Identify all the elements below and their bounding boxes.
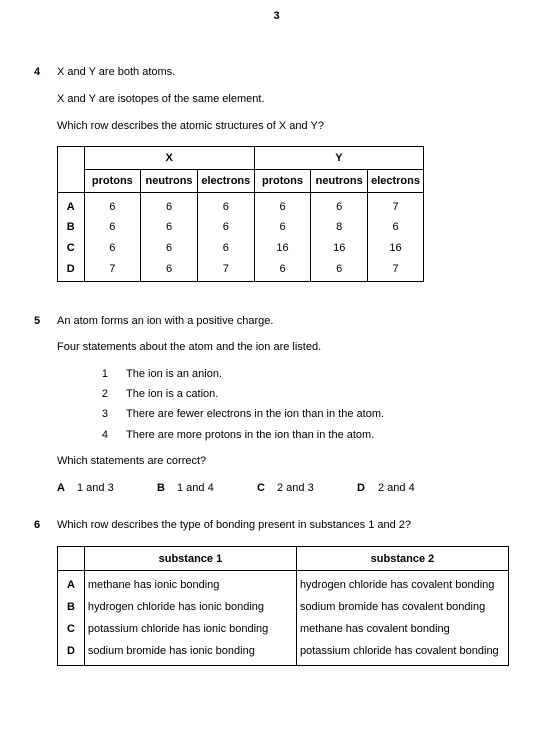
table-cell: 16 — [254, 237, 311, 258]
row-letter: D — [58, 640, 85, 666]
option-d-letter[interactable]: D — [357, 482, 365, 494]
option-a-letter[interactable]: A — [57, 482, 65, 494]
row-letter: B — [58, 216, 85, 237]
page-number: 3 — [273, 10, 280, 22]
table-cell: 6 — [141, 258, 198, 282]
question-4-number: 4 — [34, 66, 41, 78]
table-cell: methane has ionic bonding — [84, 571, 296, 597]
table-row — [58, 596, 509, 618]
table-cell: 6 — [311, 258, 368, 282]
table-row — [58, 640, 509, 666]
option-b-letter[interactable]: B — [157, 482, 165, 494]
option-a-text: 1 and 3 — [77, 482, 114, 494]
table-cell: potassium chloride has covalent bonding — [296, 640, 508, 666]
question-6-number: 6 — [34, 519, 41, 531]
row-letter: C — [58, 237, 85, 258]
option-b-text: 1 and 4 — [177, 482, 214, 494]
table-cell: sodium bromide has ionic bonding — [84, 640, 296, 666]
column-header: electrons — [197, 170, 254, 193]
bonding-table — [57, 546, 509, 666]
statement-text: The ion is an anion. — [126, 368, 223, 380]
option-d-text: 2 and 4 — [378, 482, 415, 494]
row-letter: D — [58, 258, 85, 282]
table-cell: 6 — [141, 216, 198, 237]
option-c-text: 2 and 3 — [277, 482, 314, 494]
column-header: electrons — [368, 170, 424, 193]
question-6-prompt: Which row describes the type of bonding present in substances 1 and 2? — [57, 519, 412, 531]
table-cell: methane has covalent bonding — [296, 618, 508, 640]
table-cell: 6 — [254, 258, 311, 282]
table-cell: 6 — [141, 237, 198, 258]
column-header: neutrons — [141, 170, 198, 193]
statement-number: 1 — [101, 368, 108, 380]
table-corner-cell — [58, 547, 85, 571]
statement-text: There are more protons in the ion than in the atom. — [126, 429, 375, 441]
table-cell: hydrogen chloride has covalent bonding — [296, 571, 508, 597]
column-header: neutrons — [311, 170, 368, 193]
statement-number: 2 — [101, 388, 108, 400]
question-5-number: 5 — [34, 315, 41, 327]
column-header-substance-2: substance 2 — [296, 547, 508, 571]
question-5-line1: An atom forms an ion with a positive charge. — [57, 315, 274, 327]
group-header-y: Y — [254, 147, 423, 170]
table-cell: 6 — [254, 216, 311, 237]
table-cell: 7 — [84, 258, 141, 282]
table-cell: potassium chloride has ionic bonding — [84, 618, 296, 640]
row-letter: A — [58, 571, 85, 597]
table-cell: 6 — [197, 216, 254, 237]
table-row — [58, 618, 509, 640]
table-cell: 6 — [141, 193, 198, 217]
table-cell: 6 — [254, 193, 311, 217]
table-cell: 16 — [368, 237, 424, 258]
question-4-prompt: Which row describes the atomic structures of X and Y? — [57, 120, 324, 132]
table-cell: 6 — [197, 193, 254, 217]
question-4-line2: X and Y are isotopes of the same element. — [57, 93, 265, 105]
question-5-prompt: Which statements are correct? — [57, 455, 207, 467]
table-corner-cell — [58, 147, 85, 193]
table-row — [58, 216, 424, 237]
table-row — [58, 193, 424, 217]
column-header: protons — [254, 170, 311, 193]
row-letter: C — [58, 618, 85, 640]
table-cell: 7 — [368, 193, 424, 217]
statement-number: 3 — [101, 408, 108, 420]
statement-number: 4 — [101, 429, 108, 441]
option-c-letter[interactable]: C — [257, 482, 265, 494]
table-row — [58, 237, 424, 258]
column-header: protons — [84, 170, 141, 193]
table-cell: 6 — [368, 216, 424, 237]
table-cell: 7 — [368, 258, 424, 282]
table-cell: 8 — [311, 216, 368, 237]
table-cell: 6 — [197, 237, 254, 258]
row-letter: B — [58, 596, 85, 618]
table-cell: hydrogen chloride has ionic bonding — [84, 596, 296, 618]
statement-text: The ion is a cation. — [126, 388, 219, 400]
atomic-structure-table — [57, 146, 424, 282]
table-row — [58, 258, 424, 282]
table-cell: 6 — [84, 237, 141, 258]
table-cell: 6 — [311, 193, 368, 217]
table-row — [58, 571, 509, 597]
row-letter: A — [58, 193, 85, 217]
table-cell: 16 — [311, 237, 368, 258]
table-cell: sodium bromide has covalent bonding — [296, 596, 508, 618]
question-5-line2: Four statements about the atom and the ion are listed. — [57, 341, 322, 353]
group-header-x: X — [84, 147, 254, 170]
table-cell: 6 — [84, 193, 141, 217]
column-header-substance-1: substance 1 — [84, 547, 296, 571]
table-cell: 7 — [197, 258, 254, 282]
table-cell: 6 — [84, 216, 141, 237]
statement-text: There are fewer electrons in the ion than in the atom. — [126, 408, 385, 420]
question-4-line1: X and Y are both atoms. — [57, 66, 176, 78]
